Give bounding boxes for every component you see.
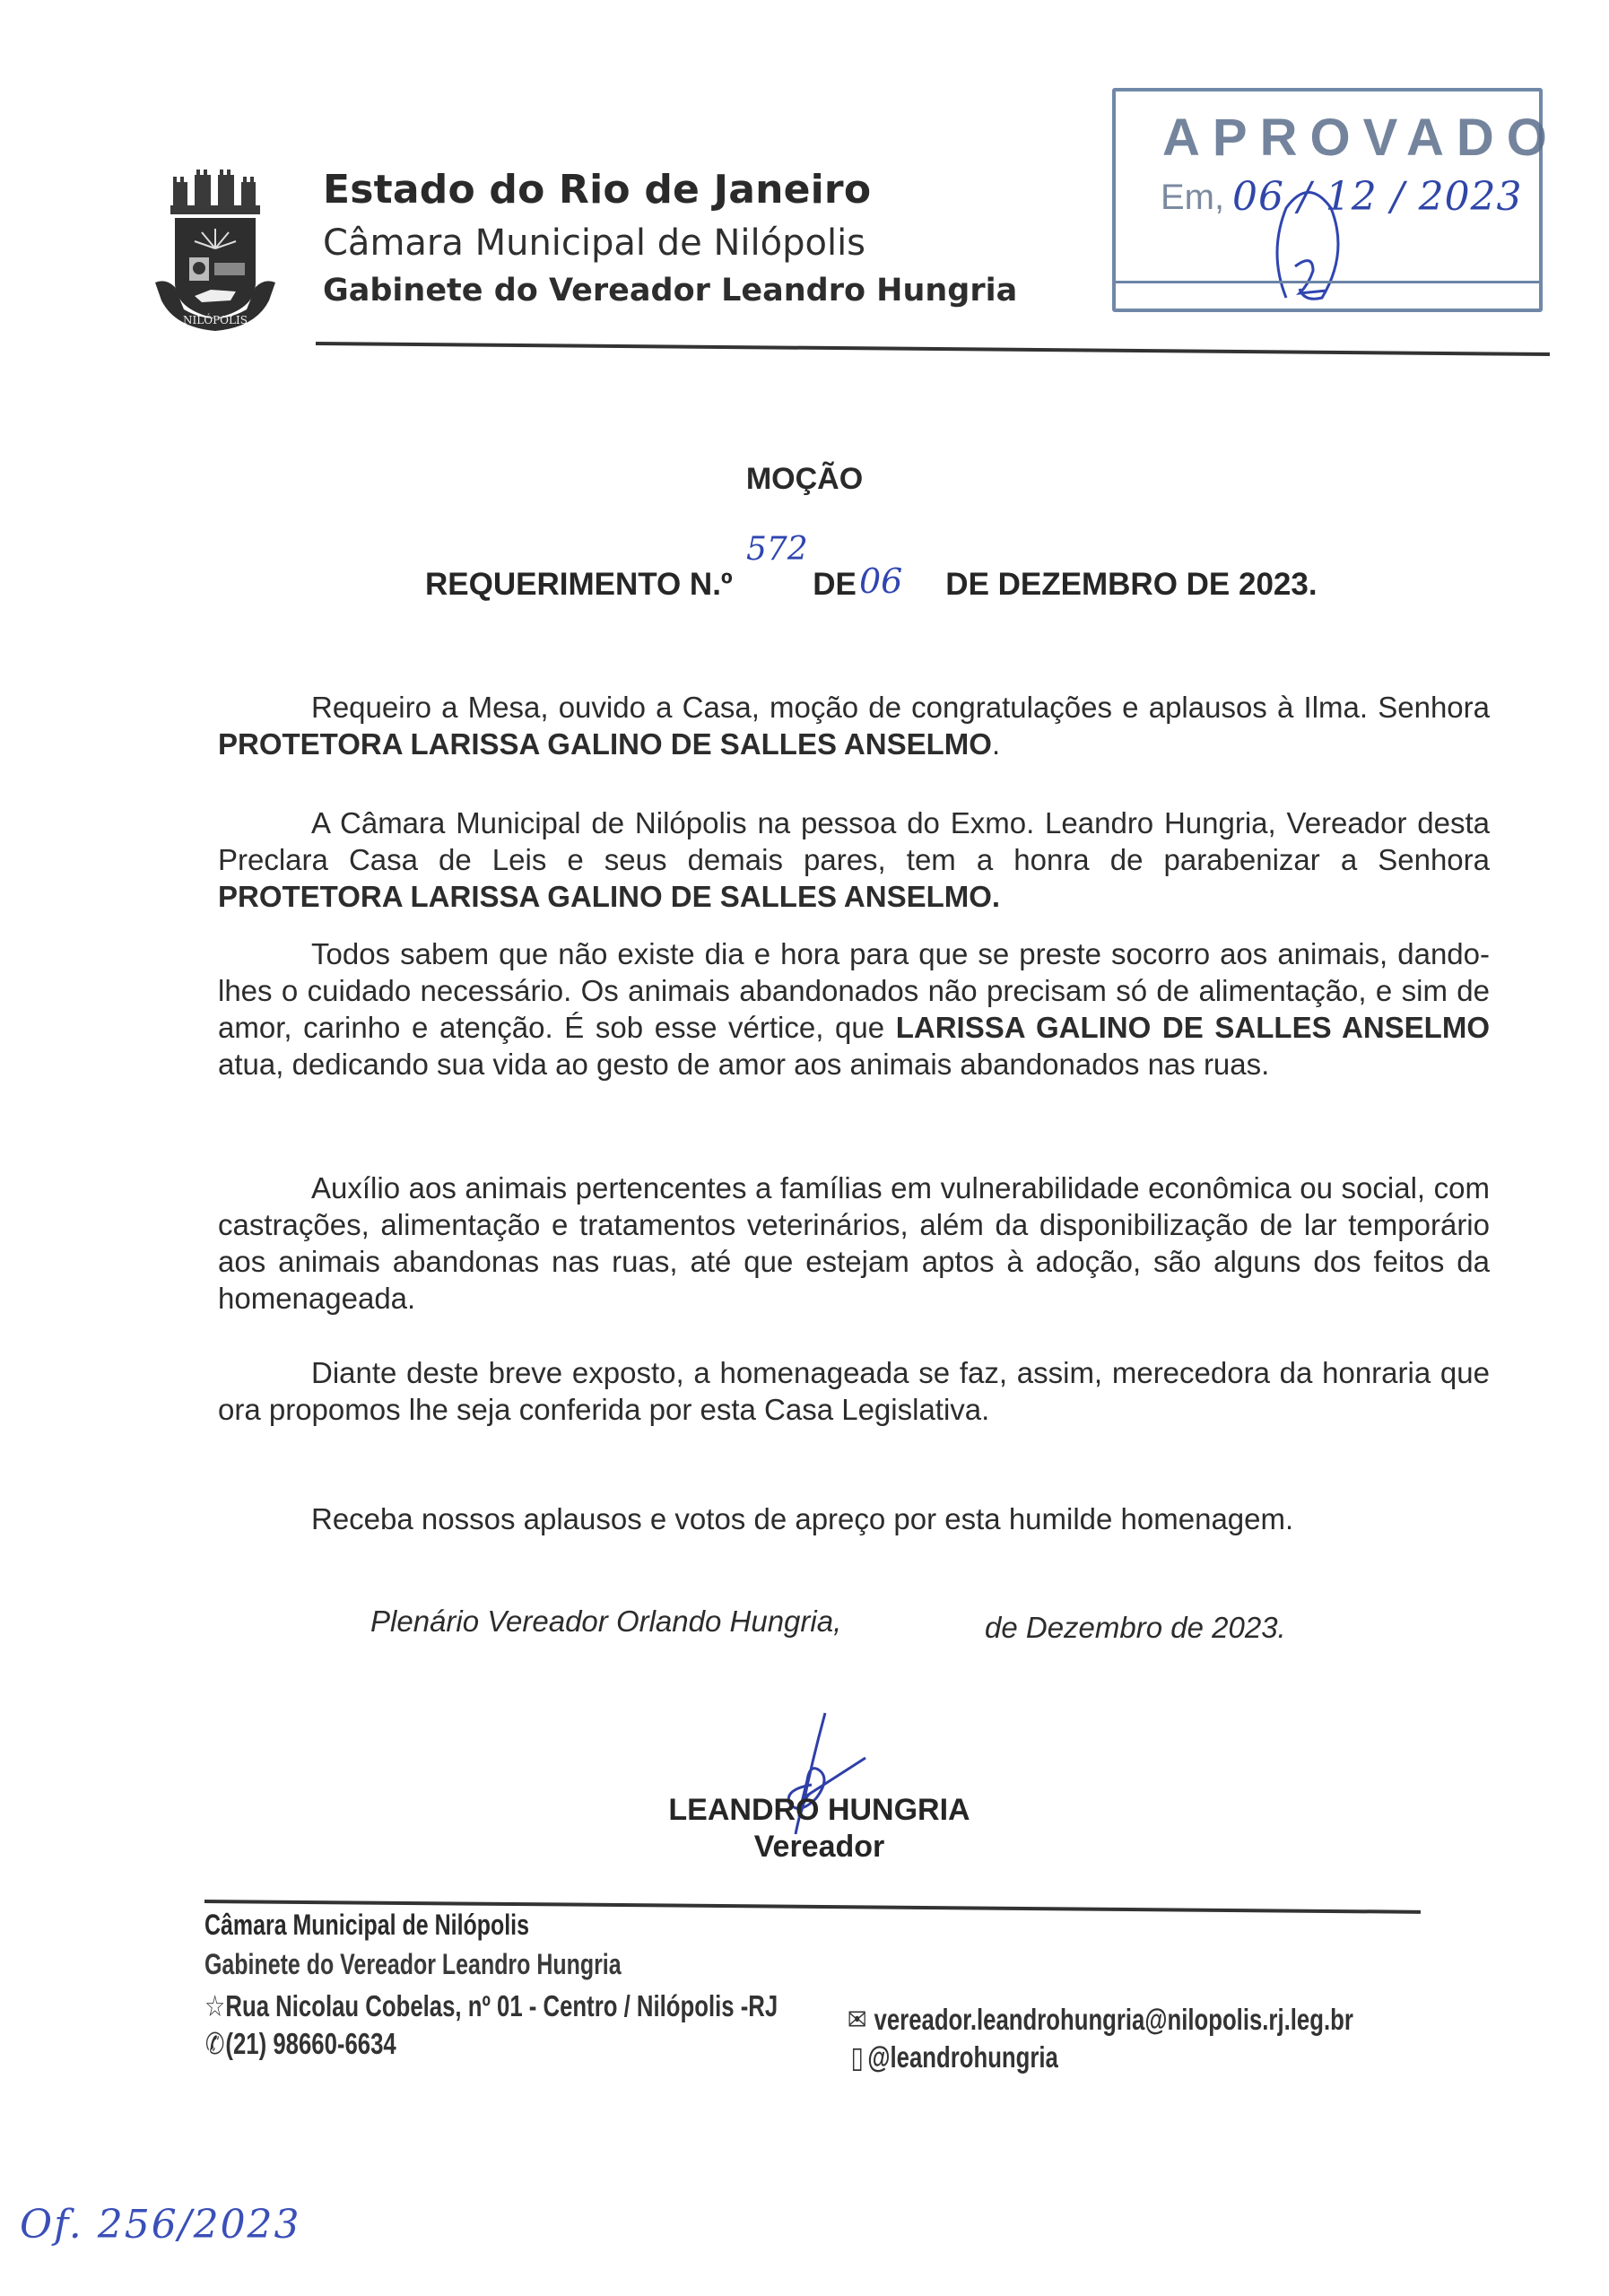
request-suffix: DE DEZEMBRO DE 2023. <box>945 567 1318 602</box>
paragraph-1: Requeiro a Mesa, ouvido a Casa, moção de congratulações e aplausos à Ilma. Senhora PROTETORA LARISSA GALINO DE SALLES ANSELMO. <box>218 691 1490 761</box>
footer-email[interactable]: ✉ vereador.leandrohungria@nilopolis.rj.leg.br <box>847 2003 1353 2036</box>
signatory-role: Vereador <box>753 1830 885 1864</box>
honoree-name: LARISSA GALINO DE SALLES ANSELMO <box>895 1011 1490 1044</box>
paragraph-6: Receba nossos aplausos e votos de apreço por esta humilde homenagem. <box>311 1502 1294 1535</box>
paragraph-4: Auxílio aos animais pertencentes a famílias em vulnerabilidade econômica ou social, com castrações, alimentação e tratamentos veterinários, além da disponibilização de lar temporário aos animais abandonas nas ruas, até que estejam aptos à adoção, são alguns dos feitos da homenageada. <box>218 1171 1490 1315</box>
header-divider <box>316 342 1550 356</box>
header-state: Estado do Rio de Janeiro <box>323 167 872 213</box>
date-line: de Dezembro de 2023. <box>985 1611 1286 1644</box>
paragraph-5: Diante deste breve exposto, a homenageada se faz, assim, merecedora da honraria que ora propomos lhe seja conferida por esta Casa Legislativa. <box>218 1356 1490 1426</box>
footer-instagram[interactable]: ▯ @leandrohungria <box>847 2039 1058 2074</box>
place-line: Plenário Vereador Orlando Hungria, <box>370 1605 842 1638</box>
document-type-title: MOÇÃO <box>745 462 864 496</box>
stamp-label: APROVADO <box>1162 109 1560 167</box>
request-prefix: REQUERIMENTO N.º <box>425 567 733 602</box>
envelope-icon: ✉ <box>847 2003 867 2036</box>
footer-phone: ✆(21) 98660-6634 <box>204 2027 396 2060</box>
map-pin-icon: ☆ <box>204 1989 226 2022</box>
stamp-rule <box>1116 281 1539 283</box>
footer-address: ☆Rua Nicolau Cobelas, nº 01 - Centro / Nilópolis -RJ <box>204 1989 778 2022</box>
paragraph-2: A Câmara Municipal de Nilópolis na pessoa do Exmo. Leandro Hungria, Vereador desta Preclara Casa de Leis e seus demais pares, tem a honra de parabenizar a Senhora PROTETORA LARISSA GALINO DE SALLES ANSELMO. <box>218 806 1490 913</box>
honoree-name: PROTETORA LARISSA GALINO DE SALLES ANSELMO. <box>218 880 1001 913</box>
phone-icon: ✆ <box>204 2027 225 2060</box>
request-de: DE <box>813 567 857 602</box>
paragraph-3: Todos sabem que não existe dia e hora para que se preste socorro aos animais, dando-lhes o cuidado necessário. Os animais abandonados não precisam só de alimentação, e sim de amor, carinho e atenção. É sob esse vértice, que LARISSA GALINO DE SALLES ANSELMO atua, dedicando sua vida ao gesto de amor aos animais abandonados nas ruas. <box>218 937 1490 1081</box>
header-chamber: Câmara Municipal de Nilópolis <box>323 222 866 264</box>
crest-text: NILÓPOLIS <box>183 314 248 326</box>
honoree-name: PROTETORA LARISSA GALINO DE SALLES ANSELMO <box>218 727 992 761</box>
footer-office: Gabinete do Vereador Leandro Hungria <box>204 1948 622 1980</box>
header-office: Gabinete do Vereador Leandro Hungria <box>323 273 1018 309</box>
footer-org: Câmara Municipal de Nilópolis <box>204 1909 529 1941</box>
handwritten-request-day: 06 <box>859 561 903 601</box>
stamp-handwritten-date: 06 / 12 / 2023 <box>1232 174 1523 220</box>
municipal-crest-logo <box>148 166 283 332</box>
stamp-em-label: Em, <box>1161 178 1225 217</box>
stamp-initials-signature <box>1259 181 1367 307</box>
handwritten-request-number: 572 <box>746 531 808 568</box>
handwritten-office-reference: Of. 256/2023 <box>20 2202 301 2248</box>
mobile-icon: ▯ <box>850 2040 864 2074</box>
signatory-name: LEANDRO HUNGRIA <box>668 1793 970 1827</box>
approval-stamp <box>1112 88 1560 312</box>
